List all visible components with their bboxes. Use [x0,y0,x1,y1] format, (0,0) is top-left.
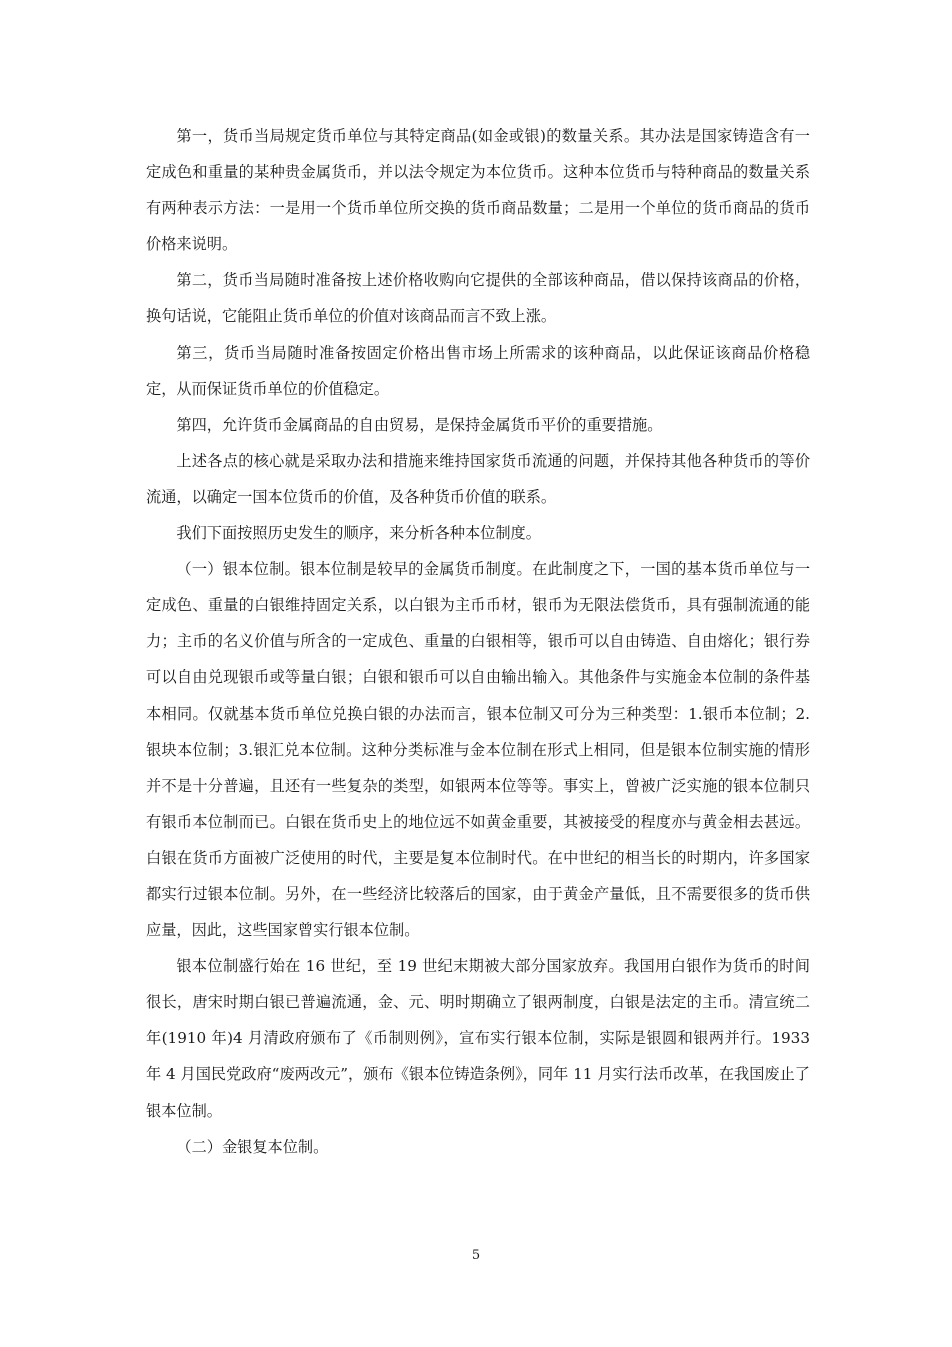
paragraph-fourth-point: 第四，允许货币金属商品的自由贸易，是保持金属货币平价的重要措施。 [176,415,663,434]
body-text [146,118,810,1165]
paragraph-summary: 上述各点的核心就是采取办法和措施来维持国家货币流通的问题，并保持其他各种货币的等价流通，以确定一国本位货币的价值，及各种货币价值的联系。 [146,451,810,506]
paragraph-transition: 我们下面按照历史发生的顺序，来分析各种本位制度。 [176,524,541,543]
section-heading-bimetallism: （二）金银复本位制。 [176,1137,329,1156]
paragraph-first-point: 第一，货币当局规定货币单位与其特定商品(如金或银)的数量关系。其办法是国家铸造含有一定成色和重量的某种贵金属货币，并以法令规定为本位货币。这种本位货币与特种商品的数量关系有两种表示方法：一是用一个货币单位所交换的货币商品数量；二是用一个单位的货币商品的货币价格来说明。 [146,127,810,254]
page-number: 5 [471,1248,481,1263]
paragraph-second-point: 第二，货币当局随时准备按上述价格收购向它提供的全部该种商品，借以保持该商品的价格，换句话说，它能阻止货币单位的价值对该商品而言不致上涨。 [146,271,810,326]
paragraph-silver-history: 银本位制盛行始在 16 世纪，至 19 世纪末期被大部分国家放弃。我国用白银作为货币的时间很长，唐宋时期白银已普遍流通，金、元、明时期确立了银两制度，白银是法定的主币。清宣统二年(1910 年)4 月清政府颁布了《币制则例》，宣布实行银本位制，实际是银圆和银两并行。1933 年 4 月国民党政府“废两改元”，颁布《银本位铸造条例》，同年 11 月实行法币改革，在我国废止了银本位制。 [146,957,810,1120]
paragraph-third-point: 第三，货币当局随时准备按固定价格出售市场上所需求的该种商品，以此保证该商品价格稳定，从而保证货币单位的价值稳定。 [146,343,810,398]
paragraph-silver-standard: （一）银本位制。银本位制是较早的金属货币制度。在此制度之下，一国的基本货币单位与一定成色、重量的白银维持固定关系，以白银为主币币材，银币为无限法偿货币，具有强制流通的能力；主币的名义价值与所含的一定成色、重量的白银相等，银币可以自由铸造、自由熔化；银行券可以自由兑现银币或等量白银；白银和银币可以自由输出输入。其他条件与实施金本位制的条件基本相同。仅就基本货币单位兑换白银的办法而言，银本位制又可分为三种类型：1.银币本位制；2.银块本位制；3.银汇兑本位制。这种分类标准与金本位制在形式上相同，但是银本位制实施的情形并不是十分普遍，且还有一些复杂的类型，如银两本位等等。事实上，曾被广泛实施的银本位制只有银币本位制而已。白银在货币史上的地位远不如黄金重要，其被接受的程度亦与黄金相去甚远。白银在货币方面被广泛使用的时代，主要是复本位制时代。在中世纪的相当长的时期内，许多国家都实行过银本位制。另外，在一些经济比较落后的国家，由于黄金产量低，且不需要很多的货币供应量，因此，这些国家曾实行银本位制。 [146,560,810,940]
